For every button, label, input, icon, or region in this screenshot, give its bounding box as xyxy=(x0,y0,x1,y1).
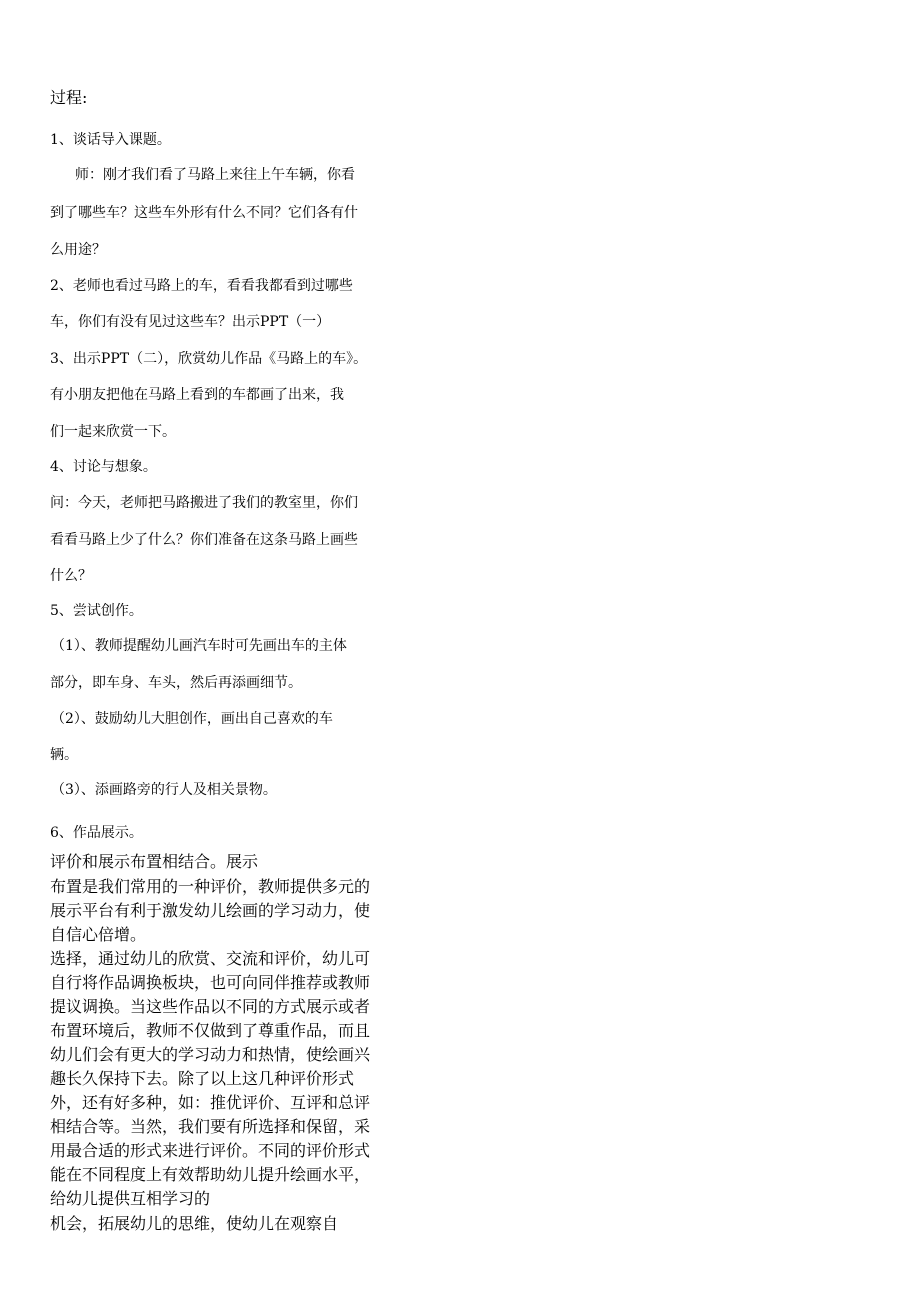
paragraph-line: 布置是我们常用的一种评价，教师提供多元的 xyxy=(50,877,371,896)
text-line: 车，你们有没有见过这些车？出示PPT（一） xyxy=(50,314,331,330)
paragraph-line: 布置环境后，教师不仅做到了尊重作品，而且 xyxy=(50,1021,371,1040)
paragraph-line: 展示平台有利于激发幼儿绘画的学习动力，使 xyxy=(50,901,371,920)
paragraph-line: 给幼儿提供互相学习的 xyxy=(50,1189,211,1208)
text-line: 到了哪些车？这些车外形有什么不同？它们各有什 xyxy=(50,205,358,221)
paragraph-line: 外，还有好多种，如：推优评价、互评和总评 xyxy=(50,1093,371,1112)
paragraph-line: 评价和展示布置相结合。展示 xyxy=(50,852,259,871)
section-heading: 过程: xyxy=(50,88,88,107)
text-line: 5、尝试创作。 xyxy=(50,603,143,619)
text-line: 有小朋友把他在马路上看到的车都画了出来，我 xyxy=(50,387,344,403)
paragraph-line: 自行将作品调换板块，也可向同伴推荐或教师 xyxy=(50,973,371,992)
text-line: （1）、教师提醒幼儿画汽车时可先画出车的主体 xyxy=(51,638,347,654)
paragraph-line: 相结合等。当然，我们要有所选择和保留，采 xyxy=(50,1117,371,1136)
paragraph-line: 自信心倍增。 xyxy=(50,925,147,944)
text-line: 部分，即车身、车头，然后再添画细节。 xyxy=(50,675,302,691)
text-line: 么用途？ xyxy=(50,242,106,258)
text-line: 问：今天，老师把马路搬进了我们的教室里，你们 xyxy=(50,495,358,511)
text-line: 6、作品展示。 xyxy=(50,825,143,841)
paragraph-line: 选择，通过幼儿的欣赏、交流和评价，幼儿可 xyxy=(50,949,371,968)
paragraph-line: 趣长久保持下去。除了以上这几种评价形式 xyxy=(50,1069,355,1088)
text-line: 辆。 xyxy=(50,747,78,763)
text-line: （3）、添画路旁的行人及相关景物。 xyxy=(51,782,277,798)
text-line: 师：刚才我们看了马路上来往上午车辆，你看 xyxy=(75,167,355,183)
paragraph-line: 用最合适的形式来进行评价。不同的评价形式 xyxy=(50,1141,371,1160)
text-line: 们一起来欣赏一下。 xyxy=(50,424,176,440)
text-line: 什么？ xyxy=(50,568,92,584)
paragraph-line: 机会，拓展幼儿的思维，使幼儿在观察自 xyxy=(50,1214,339,1233)
text-line: 1、谈话导入课题。 xyxy=(50,132,171,148)
paragraph-line: 能在不同程度上有效帮助幼儿提升绘画水平， xyxy=(50,1165,371,1184)
paragraph-line: 幼儿们会有更大的学习动力和热情，使绘画兴 xyxy=(50,1045,371,1064)
text-line: 看看马路上少了什么？你们准备在这条马路上画些 xyxy=(50,532,358,548)
text-line: 4、讨论与想象。 xyxy=(50,459,157,475)
text-line: 2、老师也看过马路上的车，看看我都看到过哪些 xyxy=(50,278,353,294)
text-line: 3、出示PPT（二），欣赏幼儿作品《马路上的车》。 xyxy=(50,351,368,367)
paragraph-line: 提议调换。当这些作品以不同的方式展示或者 xyxy=(50,997,371,1016)
text-line: （2）、鼓励幼儿大胆创作，画出自己喜欢的车 xyxy=(51,711,333,727)
